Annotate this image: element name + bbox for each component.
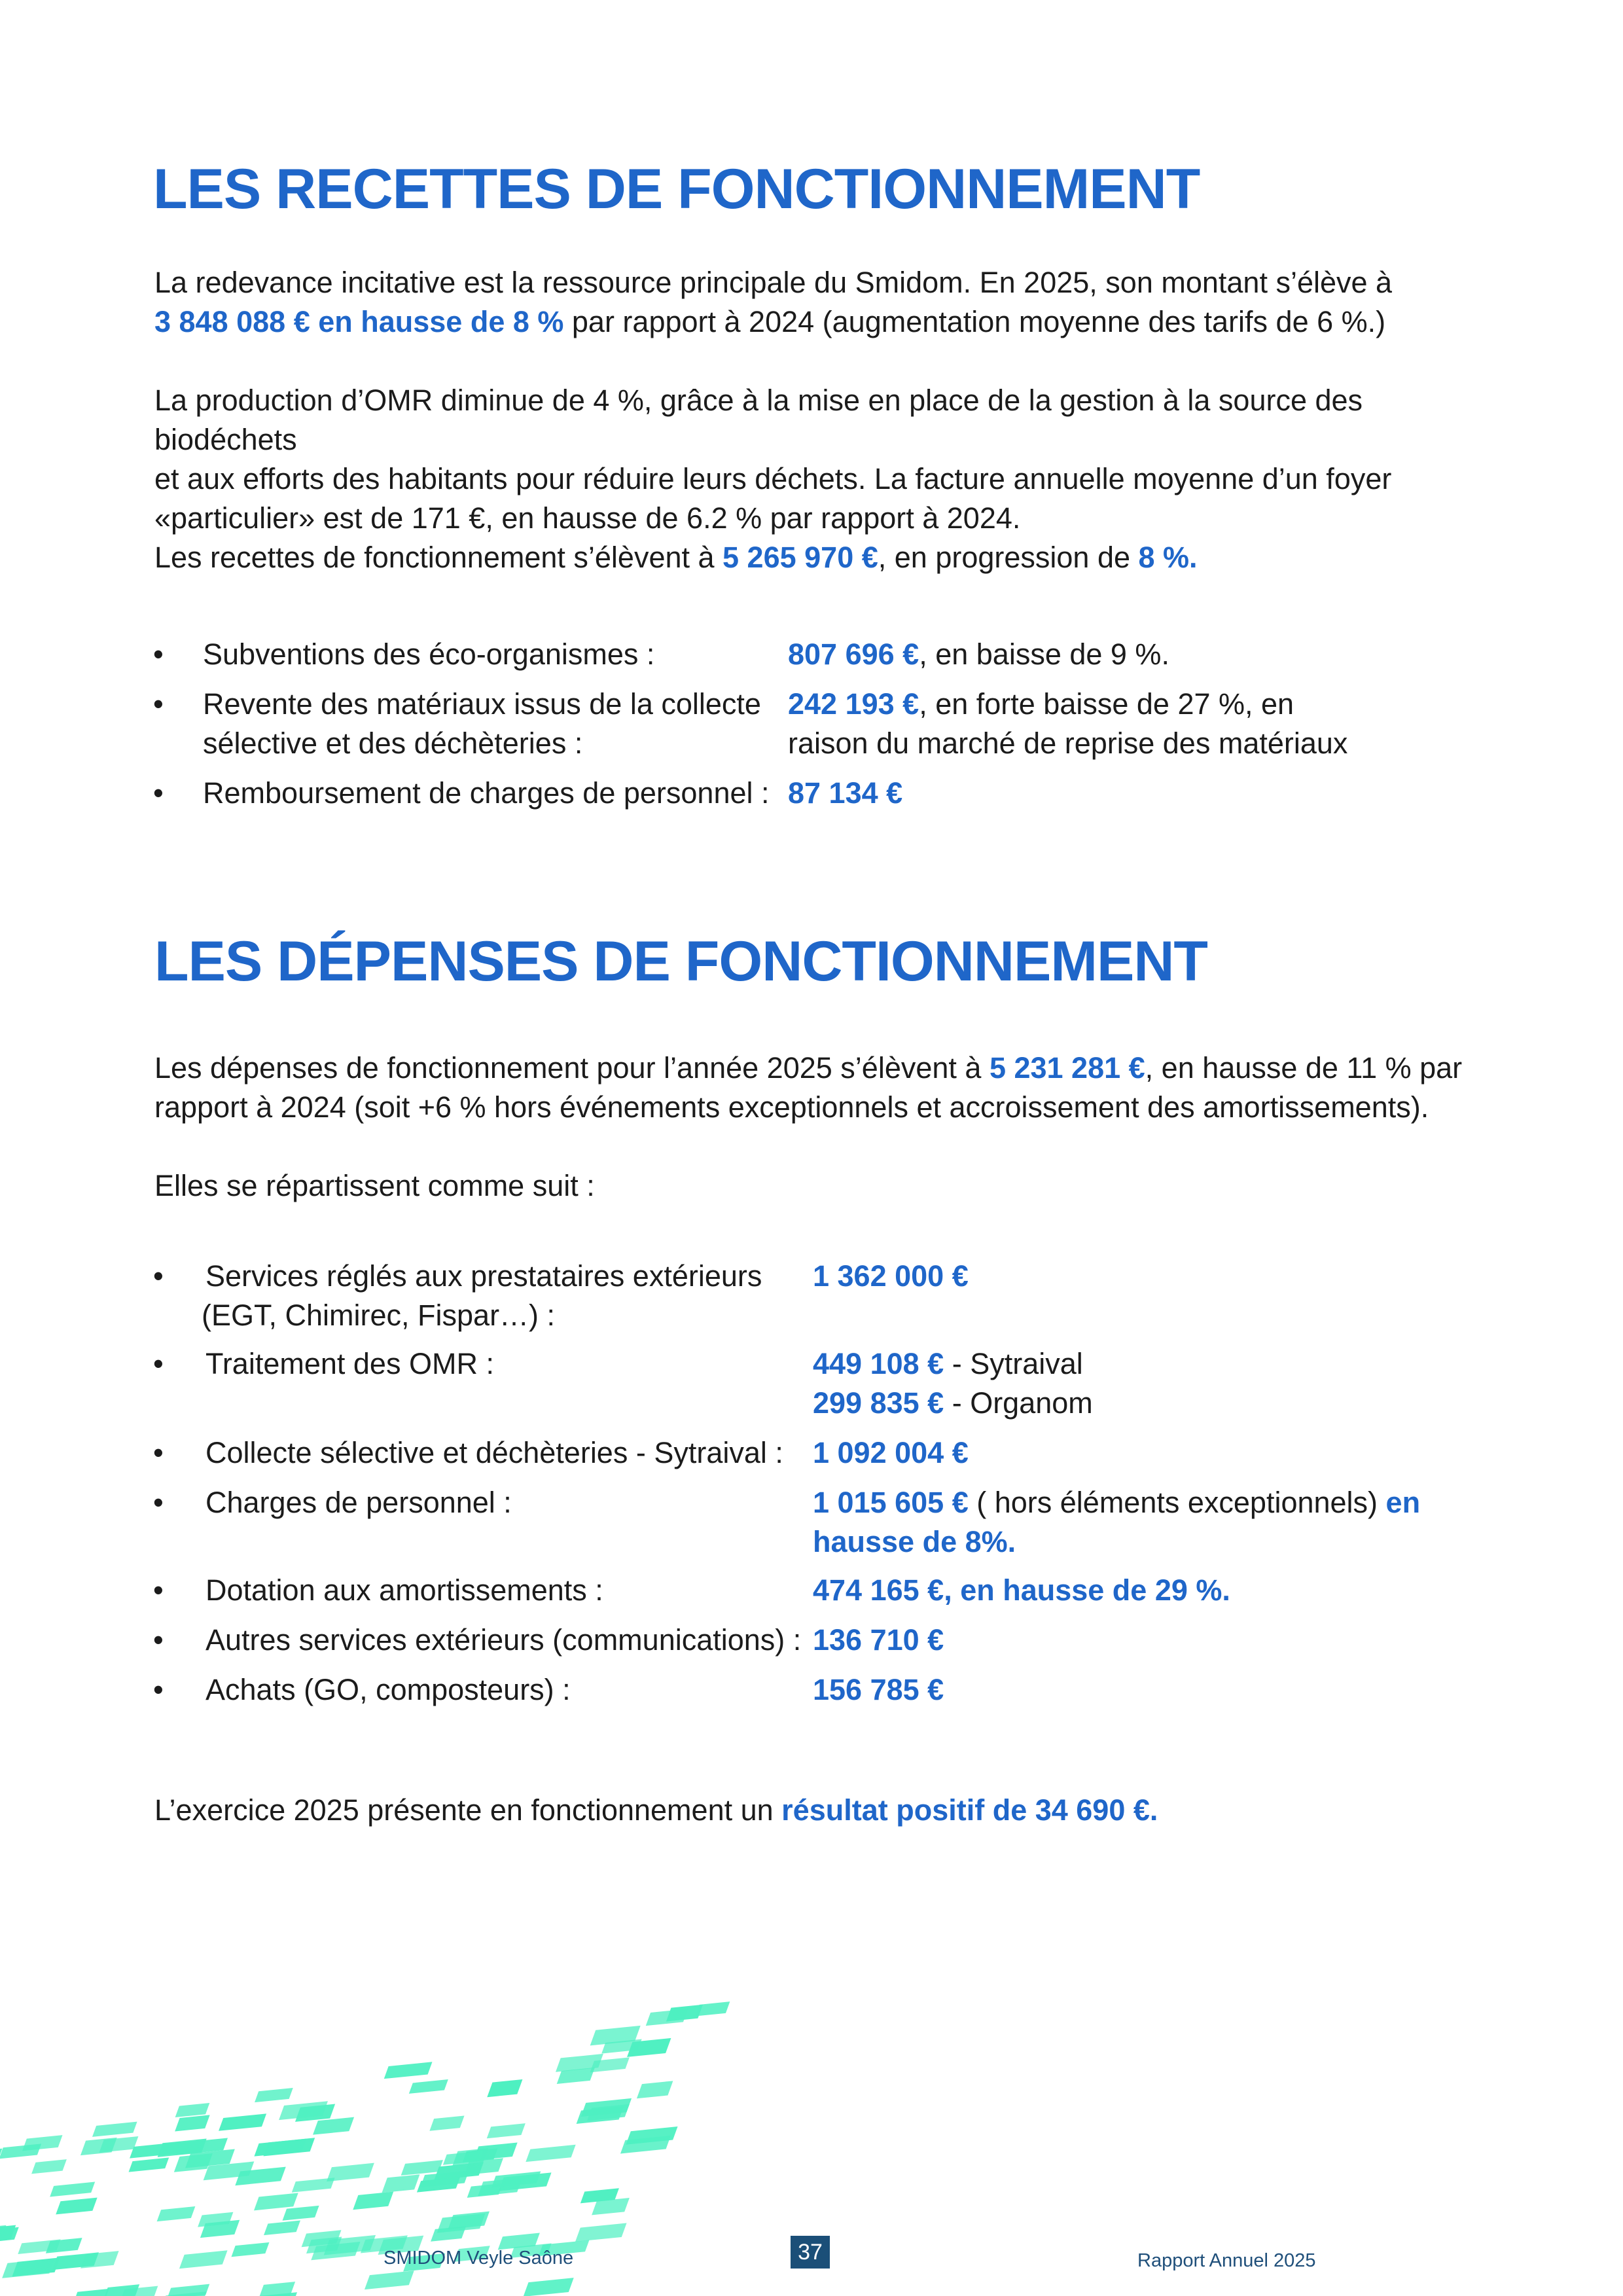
confetti-shape bbox=[487, 2123, 526, 2138]
list-item-value bbox=[813, 1621, 944, 1660]
confetti-shape bbox=[92, 2122, 137, 2137]
recettes-title: LES RECETTES DE FONCTIONNEMENT bbox=[153, 158, 1200, 221]
list-item-label: Achats (GO, composteurs) : bbox=[205, 1673, 571, 1706]
page-number: 37 bbox=[791, 2236, 830, 2269]
list-item-amount: 1 092 004 € bbox=[813, 1436, 969, 1469]
list-item-value bbox=[813, 1670, 944, 1710]
list-item-value bbox=[813, 1344, 1093, 1423]
list-item-label: Collecte sélective et déchèteries - Sytraival : bbox=[205, 1436, 783, 1469]
list-item-label bbox=[202, 1257, 762, 1335]
list-item-label: Autres services extérieurs (communications) : bbox=[205, 1623, 802, 1657]
confetti-shape bbox=[384, 2062, 433, 2079]
recettes-p1-text: La redevance incitative est la ressource principale du Smidom. En 2025, son montant s’élève à bbox=[154, 266, 1393, 299]
recettes-p1-highlight: 3 848 088 € en hausse de 8 % bbox=[154, 305, 564, 338]
result-highlight: résultat positif de 34 690 €. bbox=[781, 1793, 1158, 1827]
list-item-value bbox=[788, 774, 902, 813]
depenses-p1-text: , en hausse de 11 % par bbox=[1145, 1051, 1463, 1085]
confetti-shape bbox=[73, 2289, 109, 2296]
depenses-title: LES DÉPENSES DE FONCTIONNEMENT bbox=[154, 930, 1207, 993]
list-item-note: , en baisse de 9 %. bbox=[919, 637, 1169, 671]
confetti-shape bbox=[259, 2282, 295, 2296]
bullet-icon: • bbox=[153, 637, 164, 671]
confetti-shape bbox=[175, 2103, 210, 2117]
confetti-shape bbox=[179, 2250, 228, 2269]
confetti-shape bbox=[56, 2198, 97, 2215]
confetti-shape bbox=[50, 2182, 95, 2197]
list-item-note: - Sytraival bbox=[944, 1347, 1083, 1380]
recettes-p1-text-end: par rapport à 2024 (augmentation moyenne des tarifs de 6 %.) bbox=[563, 305, 1386, 338]
list-item-label: Dotation aux amortissements : bbox=[205, 1573, 603, 1607]
confetti-shape bbox=[437, 2214, 486, 2233]
list-item-amount: 87 134 € bbox=[788, 776, 903, 810]
list-item-amount: 807 696 € bbox=[788, 637, 919, 671]
footer-report-title: Rapport Annuel 2025 bbox=[1137, 2250, 1316, 2271]
confetti-shape bbox=[0, 2144, 41, 2159]
list-item-note: raison du marché de reprise des matériaux bbox=[788, 726, 1348, 760]
list-item-value bbox=[813, 1571, 1230, 1610]
list-item-label-line: Services réglés aux prestataires extérieurs bbox=[205, 1259, 762, 1293]
confetti-shape bbox=[219, 2113, 266, 2130]
confetti-shape bbox=[637, 2081, 673, 2098]
list-item-amount: 474 165 €, en hausse de 29 %. bbox=[813, 1573, 1230, 1607]
confetti-shape bbox=[167, 2284, 209, 2296]
depenses-p2-text: Elles se répartissent comme suit : bbox=[154, 1169, 595, 1202]
recettes-paragraph-2 bbox=[154, 381, 1476, 538]
recettes-p3-text: Les recettes de fonctionnement s’élèvent à bbox=[154, 541, 723, 574]
list-item bbox=[153, 1344, 1462, 1423]
list-item bbox=[153, 1483, 1462, 1562]
recettes-p2-line: La production d’OMR diminue de 4 %, grâce à la mise en place de la gestion à la source des biodéchets bbox=[154, 384, 1363, 456]
bullet-icon: • bbox=[153, 1486, 164, 1519]
confetti-shape bbox=[31, 2159, 67, 2174]
confetti-shape bbox=[130, 2142, 181, 2159]
list-item-amount: 136 710 € bbox=[813, 1623, 944, 1657]
depenses-p1-text: Les dépenses de fonctionnement pour l’année 2025 s’élèvent à bbox=[154, 1051, 990, 1085]
list-item-value bbox=[788, 635, 1169, 674]
depenses-p1-line: rapport à 2024 (soit +6 % hors événements exceptionnels et accroissement des amortissements). bbox=[154, 1090, 1429, 1124]
confetti-shape bbox=[429, 2116, 464, 2131]
list-item bbox=[153, 1670, 1462, 1710]
recettes-paragraph-3 bbox=[154, 538, 1476, 577]
list-item-amount: 156 785 € bbox=[813, 1673, 944, 1706]
confetti-shape bbox=[157, 2206, 196, 2221]
confetti-shape bbox=[52, 2252, 99, 2270]
confetti-shape bbox=[254, 2193, 298, 2211]
confetti-shape bbox=[255, 2088, 293, 2102]
list-item bbox=[153, 1571, 1462, 1610]
list-item-label-line: (EGT, Chimirec, Fispar…) : bbox=[202, 1299, 556, 1332]
list-item-label: Subventions des éco-organismes : bbox=[203, 637, 655, 671]
list-item-label: Traitement des OMR : bbox=[205, 1347, 494, 1380]
list-item-note: - Organom bbox=[944, 1386, 1093, 1420]
confetti-shape bbox=[487, 2079, 522, 2097]
bullet-icon: • bbox=[153, 1673, 164, 1706]
confetti-shape bbox=[129, 2157, 169, 2172]
confetti-shape bbox=[577, 2106, 624, 2124]
bullet-icon: • bbox=[153, 1573, 164, 1607]
list-item-amount: 1 362 000 € bbox=[813, 1259, 969, 1293]
confetti-shape bbox=[80, 2138, 117, 2155]
recettes-total: 5 265 970 € bbox=[722, 541, 878, 574]
list-item-amount: 449 108 € bbox=[813, 1347, 944, 1380]
list-item bbox=[153, 1433, 1462, 1473]
depenses-paragraph-1 bbox=[154, 1049, 1476, 1127]
depenses-total: 5 231 281 € bbox=[989, 1051, 1145, 1085]
confetti-shape bbox=[646, 2009, 688, 2026]
confetti-shape bbox=[231, 2242, 269, 2257]
list-item-value bbox=[788, 685, 1347, 763]
recettes-p2-line: «particulier» est de 171 €, en hausse de 6.2 % par rapport à 2024. bbox=[154, 501, 1021, 535]
list-item-highlight: hausse de 8%. bbox=[813, 1525, 1016, 1558]
list-item-amount: 299 835 € bbox=[813, 1386, 944, 1420]
list-item bbox=[153, 1257, 1462, 1335]
bullet-icon: • bbox=[153, 1623, 164, 1657]
confetti-shape bbox=[46, 2238, 82, 2253]
recettes-p3-text: , en progression de bbox=[878, 541, 1139, 574]
list-item-amount: 1 015 605 € bbox=[813, 1486, 969, 1519]
result-paragraph bbox=[154, 1791, 1476, 1830]
list-item bbox=[153, 1621, 1462, 1660]
bullet-icon: • bbox=[153, 1436, 164, 1469]
recettes-progression: 8 %. bbox=[1138, 541, 1198, 574]
depenses-paragraph-2 bbox=[154, 1166, 1476, 1206]
list-item bbox=[153, 635, 1462, 674]
confetti-shape bbox=[313, 2117, 354, 2135]
confetti-shape bbox=[353, 2191, 393, 2210]
confetti-shape bbox=[575, 2223, 626, 2242]
recettes-p2-line: et aux efforts des habitants pour réduire leurs déchets. La facture annuelle moyenne d’un foyer bbox=[154, 462, 1392, 495]
bullet-icon: • bbox=[153, 776, 164, 810]
confetti-shape bbox=[626, 2126, 677, 2145]
list-item-label-line: Revente des matériaux issus de la collecte bbox=[203, 687, 761, 721]
list-item-note: , en forte baisse de 27 %, en bbox=[919, 687, 1294, 721]
confetti-shape bbox=[175, 2115, 209, 2131]
list-item bbox=[153, 685, 1462, 763]
list-item bbox=[153, 774, 1462, 813]
list-item-label-line: sélective et des déchèteries : bbox=[203, 726, 583, 760]
list-item-highlight: en bbox=[1385, 1486, 1421, 1519]
list-item-value bbox=[813, 1257, 969, 1296]
confetti-shape bbox=[264, 2220, 300, 2235]
bullet-icon: • bbox=[153, 687, 164, 721]
confetti-shape bbox=[409, 2079, 448, 2094]
confetti-shape bbox=[524, 2278, 574, 2296]
confetti-shape bbox=[526, 2145, 575, 2162]
bullet-icon: • bbox=[153, 1347, 164, 1380]
result-text: L’exercice 2025 présente en fonctionnement un bbox=[154, 1793, 782, 1827]
footer-organization: SMIDOM Veyle Saône bbox=[383, 2248, 574, 2269]
confetti-shape bbox=[382, 2174, 419, 2193]
list-item-note: ( hors éléments exceptionnels) bbox=[968, 1486, 1386, 1519]
confetti-shape bbox=[12, 2257, 60, 2276]
confetti-shape bbox=[283, 2206, 319, 2221]
list-item-label bbox=[203, 685, 761, 763]
list-item-amount: 242 193 € bbox=[788, 687, 919, 721]
list-item-label: Remboursement de charges de personnel : bbox=[203, 776, 770, 810]
list-item-value bbox=[813, 1433, 969, 1473]
confetti-shape bbox=[254, 2139, 306, 2157]
list-item-label: Charges de personnel : bbox=[205, 1486, 512, 1519]
recettes-paragraph-1 bbox=[154, 263, 1476, 342]
list-item-value bbox=[813, 1483, 1420, 1562]
bullet-icon: • bbox=[153, 1259, 164, 1293]
confetti-shape bbox=[365, 2270, 414, 2289]
confetti-shape bbox=[292, 2178, 335, 2193]
